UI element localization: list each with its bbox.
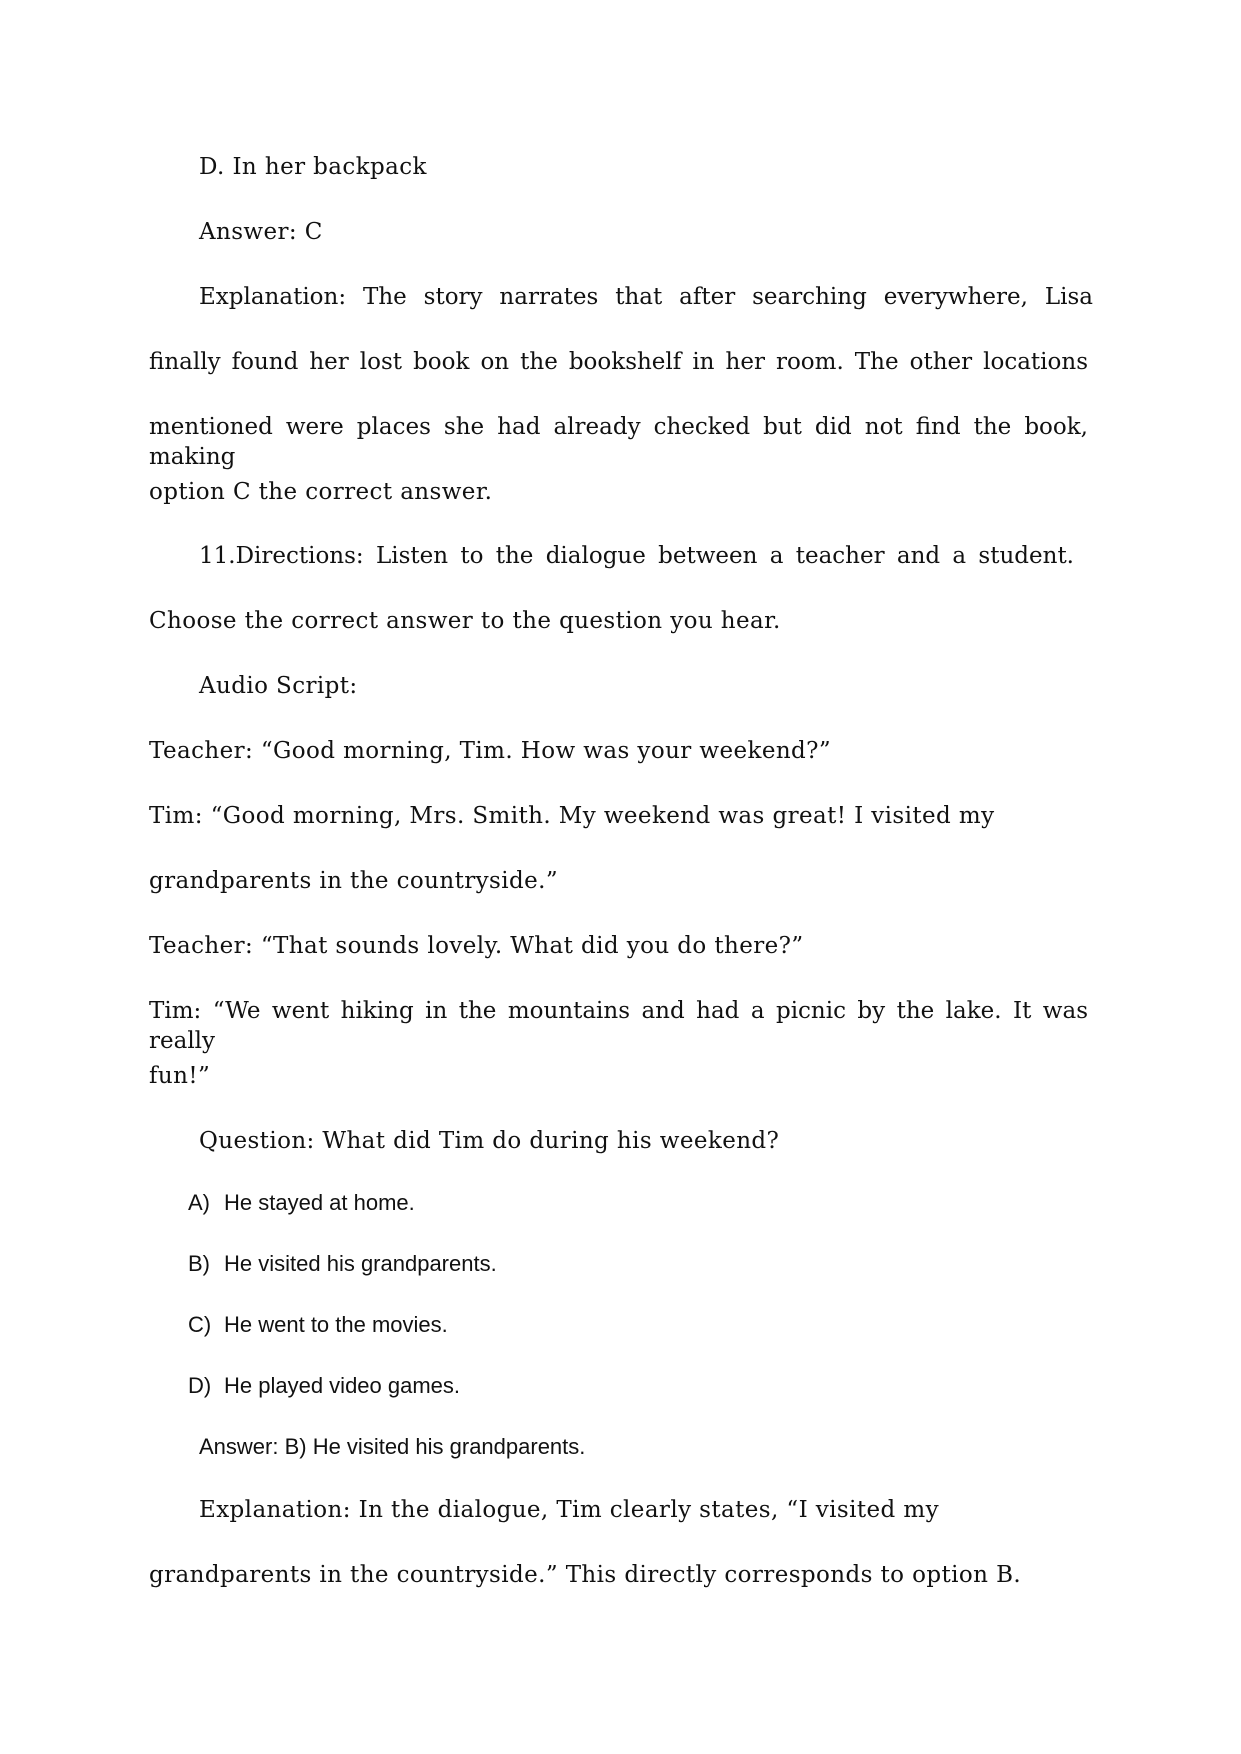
option-c-letter: C) [188,1312,212,1337]
answer-text: Answer: B) He visited his grandparents. [199,1434,586,1459]
previous-answer: Answer: C [199,219,323,245]
explanation-line-2: grandparents in the countryside.” This directly corresponds to option B. [149,1562,1022,1588]
previous-explanation-line-2: finally found her lost book on the bookshelf in her room. The other locations [149,349,1088,375]
option-d-letter: D) [188,1373,212,1398]
previous-explanation-line-1: Explanation: The story narrates that after searching everywhere, Lisa [199,284,1093,310]
option-a [188,1189,415,1217]
option-d [188,1372,460,1400]
explanation-line-1: Explanation: In the dialogue, Tim clearly states, “I visited my [199,1497,939,1523]
dialogue-line-5: Tim: “We went hiking in the mountains and had a picnic by the lake. It was really [149,998,1088,1054]
directions-line-2: Choose the correct answer to the question you hear. [149,608,781,634]
dialogue-line-4: Teacher: “That sounds lovely. What did you do there?” [149,933,804,959]
audio-script-label: Audio Script: [199,673,358,699]
previous-explanation-line-4: option C the correct answer. [149,479,493,505]
question-text: Question: What did Tim do during his weekend? [199,1128,780,1154]
option-d-text: He played video games. [224,1373,461,1398]
dialogue-line-1: Teacher: “Good morning, Tim. How was your weekend?” [149,738,832,764]
dialogue-line-6: fun!” [149,1063,211,1089]
option-b-text: He visited his grandparents. [224,1251,497,1276]
option-c-text: He went to the movies. [224,1312,448,1337]
option-b [188,1250,497,1278]
option-b-letter: B) [188,1251,210,1276]
previous-explanation-line-3: mentioned were places she had already checked but did not find the book, making [149,414,1088,470]
directions-line-1: 11.Directions: Listen to the dialogue between a teacher and a student. [199,543,1074,569]
option-a-letter: A) [188,1190,210,1215]
dialogue-line-3: grandparents in the countryside.” [149,868,558,894]
option-a-text: He stayed at home. [224,1190,415,1215]
previous-option-d: D. In her backpack [199,154,427,180]
option-c [188,1311,448,1339]
dialogue-line-2: Tim: “Good morning, Mrs. Smith. My weekend was great! I visited my [149,803,995,829]
